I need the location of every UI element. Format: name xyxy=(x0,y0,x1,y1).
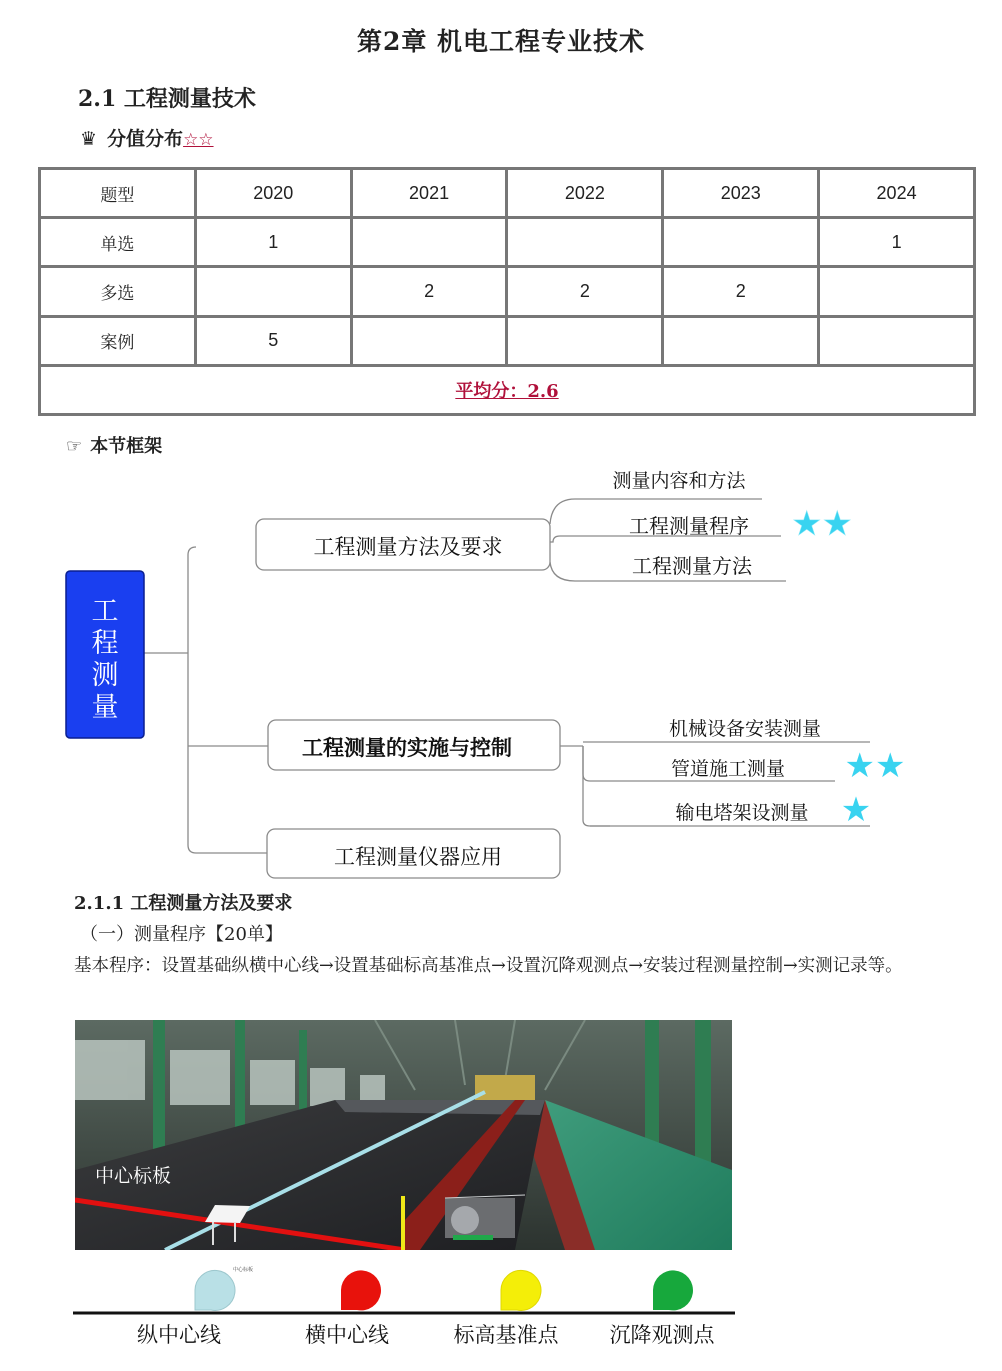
mindmap-leaf: 输电塔架设测量 xyxy=(675,802,809,824)
star-rating: ★ xyxy=(840,790,872,830)
subsubsection-title: （一）测量程序【20单】 xyxy=(80,924,283,945)
table-cell: 2 xyxy=(351,267,507,316)
mindmap-branch-label: 工程测量方法及要求 xyxy=(313,535,503,559)
legend xyxy=(73,1258,735,1363)
legend-marker xyxy=(341,1270,381,1310)
table-header-cell: 题型 xyxy=(40,169,196,218)
mindmap-leaf: 工程测量方法 xyxy=(632,554,752,578)
legend-label: 横中心线 xyxy=(305,1323,389,1347)
score-stars: ☆☆ xyxy=(183,130,214,150)
legend-marker xyxy=(195,1270,235,1310)
table-cell xyxy=(351,316,507,365)
average-cell xyxy=(40,365,975,414)
mindmap-root-char: 工 xyxy=(91,596,119,627)
legend-label: 纵中心线 xyxy=(137,1323,221,1347)
table-cell: 案例 xyxy=(40,316,196,365)
table-cell xyxy=(351,218,507,267)
table-header-cell: 2021 xyxy=(351,169,507,218)
mindmap-root-char: 量 xyxy=(91,692,119,723)
table-cell xyxy=(195,267,351,316)
score-label: 分值分布 xyxy=(107,128,184,150)
table-average-row xyxy=(40,365,975,414)
mindmap-leaf: 测量内容和方法 xyxy=(612,470,746,492)
mindmap-root-char: 测 xyxy=(91,660,119,691)
mindmap-branch-label: 工程测量的实施与控制 xyxy=(302,736,512,760)
table-header-row xyxy=(40,169,975,218)
table-row xyxy=(40,218,975,267)
mindmap-branch-label: 工程测量仪器应用 xyxy=(334,845,502,869)
table-header-cell: 2022 xyxy=(507,169,663,218)
table-cell: 5 xyxy=(195,316,351,365)
legend-marker xyxy=(501,1270,541,1310)
table-cell: 1 xyxy=(195,218,351,267)
table-cell xyxy=(663,218,819,267)
table-cell xyxy=(507,316,663,365)
factory-photo xyxy=(75,1020,732,1250)
legend-label: 沉降观测点 xyxy=(609,1323,715,1347)
table-cell: 单选 xyxy=(40,218,196,267)
mindmap-leaf: 机械设备安装测量 xyxy=(668,718,822,740)
score-table xyxy=(38,167,976,416)
section-title: 2.1 工程测量技术 xyxy=(78,86,256,112)
framework-heading xyxy=(66,432,162,458)
score-distribution xyxy=(80,124,214,151)
table-row xyxy=(40,267,975,316)
table-header-cell: 2024 xyxy=(819,169,975,218)
table-header-cell: 2023 xyxy=(663,169,819,218)
table-cell: 2 xyxy=(507,267,663,316)
crown-icon: ♛ xyxy=(80,128,98,150)
chapter-title: 第2章 机电工程专业技术 xyxy=(356,27,646,56)
table-cell xyxy=(663,316,819,365)
average-score: 平均分：2.6 xyxy=(455,380,559,402)
table-cell: 1 xyxy=(819,218,975,267)
legend-marker xyxy=(653,1270,693,1310)
subsection-title: 2.1.1 工程测量方法及要求 xyxy=(74,893,293,914)
table-row xyxy=(40,316,975,365)
table-cell: 多选 xyxy=(40,267,196,316)
legend-label: 标高基准点 xyxy=(453,1323,559,1347)
star-rating: ★★ xyxy=(844,746,906,786)
mindmap-leaf: 管道施工测量 xyxy=(670,758,786,780)
photo-label: 中心标板 xyxy=(95,1165,172,1187)
body-paragraph: 基本程序：设置基础纵横中心线→设置基础标高基准点→设置沉降观测点→安装过程测量控制→实测记录等。 xyxy=(74,956,903,976)
mindmap-root-char: 程 xyxy=(91,628,119,659)
pointing-hand-icon: ☞ xyxy=(66,436,83,457)
framework-label: 本节框架 xyxy=(90,436,163,457)
table-cell: 2 xyxy=(663,267,819,316)
star-rating: ★★ xyxy=(791,504,853,544)
table-cell xyxy=(819,267,975,316)
mind-map xyxy=(0,462,1002,892)
table-header-cell: 2020 xyxy=(195,169,351,218)
table-cell xyxy=(507,218,663,267)
mindmap-leaf: 工程测量程序 xyxy=(629,514,749,538)
tiny-label: 中心标板 xyxy=(233,1267,254,1273)
table-cell xyxy=(819,316,975,365)
